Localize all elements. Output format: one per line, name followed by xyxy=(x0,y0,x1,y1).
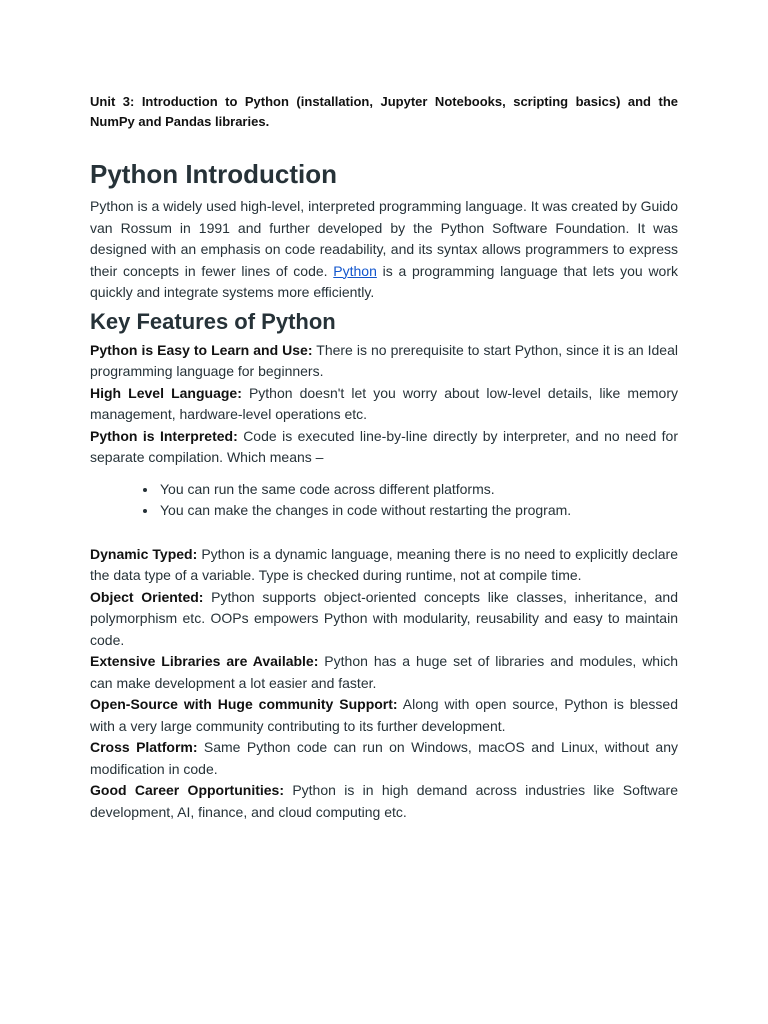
feature-text: Along with open source, Python is blessed with a very large community contributing to its further development. xyxy=(90,696,678,734)
feature-text: Python is a dynamic language, meaning there is no need to explicitly declare the data type of a variable. Type is checked during runtime, not at compile time. xyxy=(90,545,678,583)
feature-item xyxy=(90,651,678,694)
feature-text: Python has a huge set of libraries and modules, which can make development a lot easier and faster. xyxy=(90,653,678,691)
feature-label: High Level Language: xyxy=(90,384,242,401)
feature-label: Python is Easy to Learn and Use: xyxy=(90,341,313,358)
feature-text: Same Python code can run on Windows, macOS and Linux, without any modification in code. xyxy=(90,739,678,777)
list-item: • You can make the changes in code without restarting the program. xyxy=(158,500,678,521)
intro-paragraph xyxy=(90,196,678,304)
feature-text: Code is executed line-by-line directly by interpreter, and no need for separate compilation. Which means – xyxy=(90,427,678,465)
intro-text-after-link: is a programming language that lets you work quickly and integrate systems more efficiently. xyxy=(90,262,678,300)
feature-text: Python doesn't let you worry about low-level details, like memory management, hardware-level operations etc. xyxy=(90,384,678,422)
features-heading: Key Features of Python xyxy=(90,308,336,334)
feature-label: Python is Interpreted: xyxy=(90,427,238,444)
list-item: • You can run the same code across different platforms. xyxy=(158,479,678,500)
feature-item xyxy=(90,383,678,426)
feature-item xyxy=(90,737,678,780)
feature-label: Object Oriented: xyxy=(90,588,204,605)
feature-label: Cross Platform: xyxy=(90,739,198,755)
feature-item xyxy=(90,694,678,737)
intro-text-before-link: Python is a widely used high-level, interpreted programming language. It was created by Guido van Rossum in 1991 and further developed by the Python Software Foundation. It was designed with an emphasis on code readability, and its syntax allows programmers to express their concepts in fewer lines of code. xyxy=(90,198,678,279)
intro-heading: Python Introduction xyxy=(90,159,337,189)
feature-item xyxy=(90,587,678,652)
feature-label: Extensive Libraries are Available: xyxy=(90,653,319,669)
feature-text: Python is in high demand across industries like Software development, AI, finance, and cloud computing etc. xyxy=(90,782,678,820)
feature-text: There is no prerequisite to start Python, since it is an Ideal programming language for beginners. xyxy=(90,341,678,379)
feature-label: Open-Source with Huge community Support: xyxy=(90,696,398,712)
feature-item xyxy=(90,340,678,383)
feature-item xyxy=(90,426,678,469)
interpreted-bullet-list xyxy=(90,479,678,521)
feature-label: Good Career Opportunities: xyxy=(90,782,284,798)
feature-item xyxy=(90,780,678,823)
unit-title: Unit 3: Introduction to Python (installation, Jupyter Notebooks, scripting basics) and the NumPy and Pandas libraries. xyxy=(90,94,678,129)
feature-label: Dynamic Typed: xyxy=(90,545,198,562)
feature-text: Python supports object-oriented concepts like classes, inheritance, and polymorphism etc. OOPs empowers Python with modularity, reusability and easy to maintain code. xyxy=(90,588,678,648)
python-link[interactable]: Python xyxy=(333,262,377,279)
feature-item xyxy=(90,544,678,587)
